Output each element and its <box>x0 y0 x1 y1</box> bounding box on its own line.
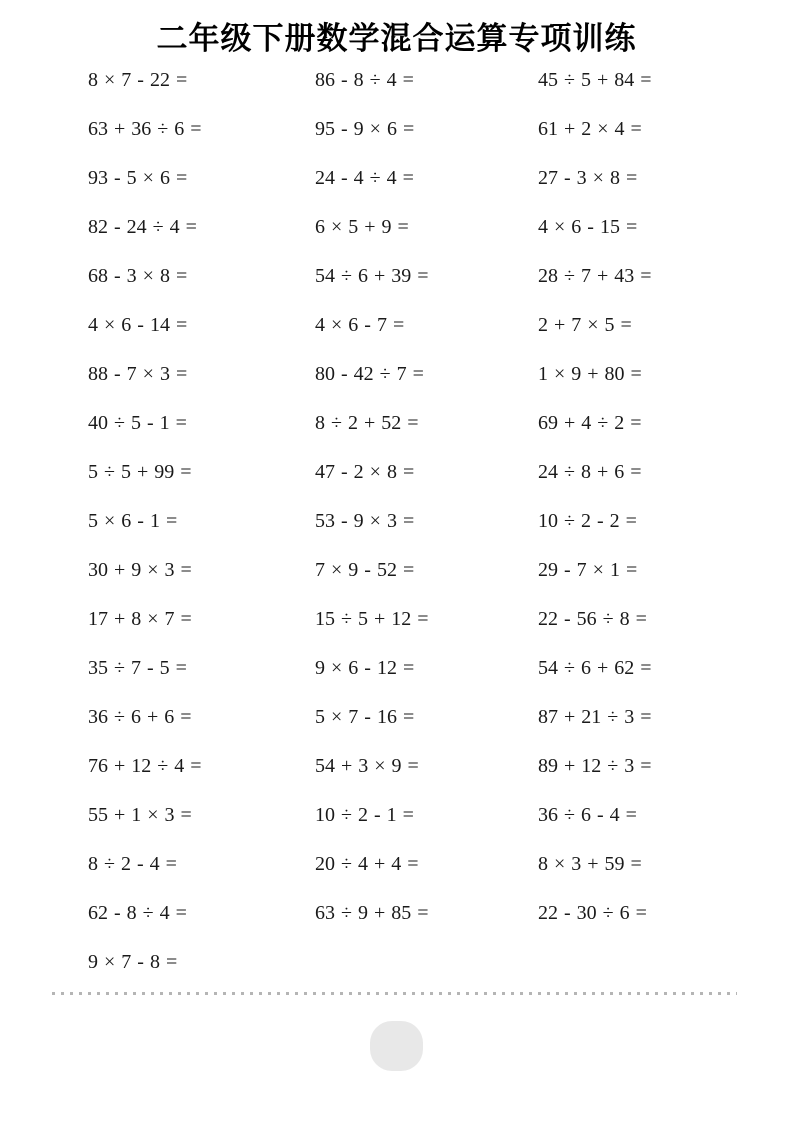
math-problem: 62 - 8 ÷ 4 = <box>88 902 187 924</box>
math-problem: 9 × 6 - 12 = <box>315 657 415 679</box>
math-problem: 40 ÷ 5 - 1 = <box>88 412 187 434</box>
math-problem: 82 - 24 ÷ 4 = <box>88 216 197 238</box>
page-break-divider <box>52 992 737 995</box>
math-problem: 5 ÷ 5 + 99 = <box>88 461 192 483</box>
math-problem: 10 ÷ 2 - 2 = <box>538 510 637 532</box>
math-problem: 28 ÷ 7 + 43 = <box>538 265 652 287</box>
math-problem: 54 ÷ 6 + 62 = <box>538 657 652 679</box>
math-problem: 27 - 3 × 8 = <box>538 167 638 189</box>
problems-column-2 <box>315 56 538 987</box>
math-problem: 4 × 6 - 14 = <box>88 314 188 336</box>
math-problem: 35 ÷ 7 - 5 = <box>88 657 187 679</box>
math-problem: 53 - 9 × 3 = <box>315 510 415 532</box>
math-problem: 68 - 3 × 8 = <box>88 265 188 287</box>
math-problem: 10 ÷ 2 - 1 = <box>315 804 414 826</box>
math-problem: 8 × 3 + 59 = <box>538 853 642 875</box>
math-problem: 17 + 8 × 7 = <box>88 608 192 630</box>
math-problem: 36 ÷ 6 + 6 = <box>88 706 192 728</box>
math-problem: 2 + 7 × 5 = <box>538 314 632 336</box>
math-problem: 47 - 2 × 8 = <box>315 461 415 483</box>
math-problem: 30 + 9 × 3 = <box>88 559 192 581</box>
problems-grid <box>0 56 793 987</box>
page-title: 二年级下册数学混合运算专项训练 <box>156 21 637 56</box>
math-problem: 22 - 30 ÷ 6 = <box>538 902 647 924</box>
math-problem: 89 + 12 ÷ 3 = <box>538 755 652 777</box>
math-problem: 5 × 7 - 16 = <box>315 706 415 728</box>
math-problem: 5 × 6 - 1 = <box>88 510 178 532</box>
math-problem: 76 + 12 ÷ 4 = <box>88 755 202 777</box>
floating-action-button[interactable] <box>370 1021 423 1071</box>
problems-column-1 <box>88 56 315 987</box>
math-problem: 22 - 56 ÷ 8 = <box>538 608 647 630</box>
math-problem: 4 × 6 - 7 = <box>315 314 405 336</box>
math-problem: 69 + 4 ÷ 2 = <box>538 412 642 434</box>
math-problem: 80 - 42 ÷ 7 = <box>315 363 424 385</box>
math-problem: 36 ÷ 6 - 4 = <box>538 804 637 826</box>
math-problem: 45 ÷ 5 + 84 = <box>538 69 652 91</box>
math-problem: 8 × 7 - 22 = <box>88 69 188 91</box>
math-problem: 29 - 7 × 1 = <box>538 559 638 581</box>
math-problem: 1 × 9 + 80 = <box>538 363 642 385</box>
math-problem: 54 ÷ 6 + 39 = <box>315 265 429 287</box>
math-problem: 24 - 4 ÷ 4 = <box>315 167 414 189</box>
math-problem: 7 × 9 - 52 = <box>315 559 415 581</box>
math-problem: 8 ÷ 2 + 52 = <box>315 412 419 434</box>
problems-column-3 <box>538 56 773 987</box>
math-problem: 15 ÷ 5 + 12 = <box>315 608 429 630</box>
math-problem: 54 + 3 × 9 = <box>315 755 419 777</box>
math-problem: 20 ÷ 4 + 4 = <box>315 853 419 875</box>
math-problem: 86 - 8 ÷ 4 = <box>315 69 414 91</box>
math-problem: 61 + 2 × 4 = <box>538 118 642 140</box>
math-problem: 87 + 21 ÷ 3 = <box>538 706 652 728</box>
math-problem: 4 × 6 - 15 = <box>538 216 638 238</box>
math-problem: 8 ÷ 2 - 4 = <box>88 853 177 875</box>
math-problem: 55 + 1 × 3 = <box>88 804 192 826</box>
math-problem: 63 ÷ 9 + 85 = <box>315 902 429 924</box>
math-problem: 88 - 7 × 3 = <box>88 363 188 385</box>
math-problem: 63 + 36 ÷ 6 = <box>88 118 202 140</box>
math-problem: 95 - 9 × 6 = <box>315 118 415 140</box>
math-problem: 9 × 7 - 8 = <box>88 951 178 973</box>
math-problem: 93 - 5 × 6 = <box>88 167 188 189</box>
math-problem: 6 × 5 + 9 = <box>315 216 409 238</box>
math-problem: 24 ÷ 8 + 6 = <box>538 461 642 483</box>
